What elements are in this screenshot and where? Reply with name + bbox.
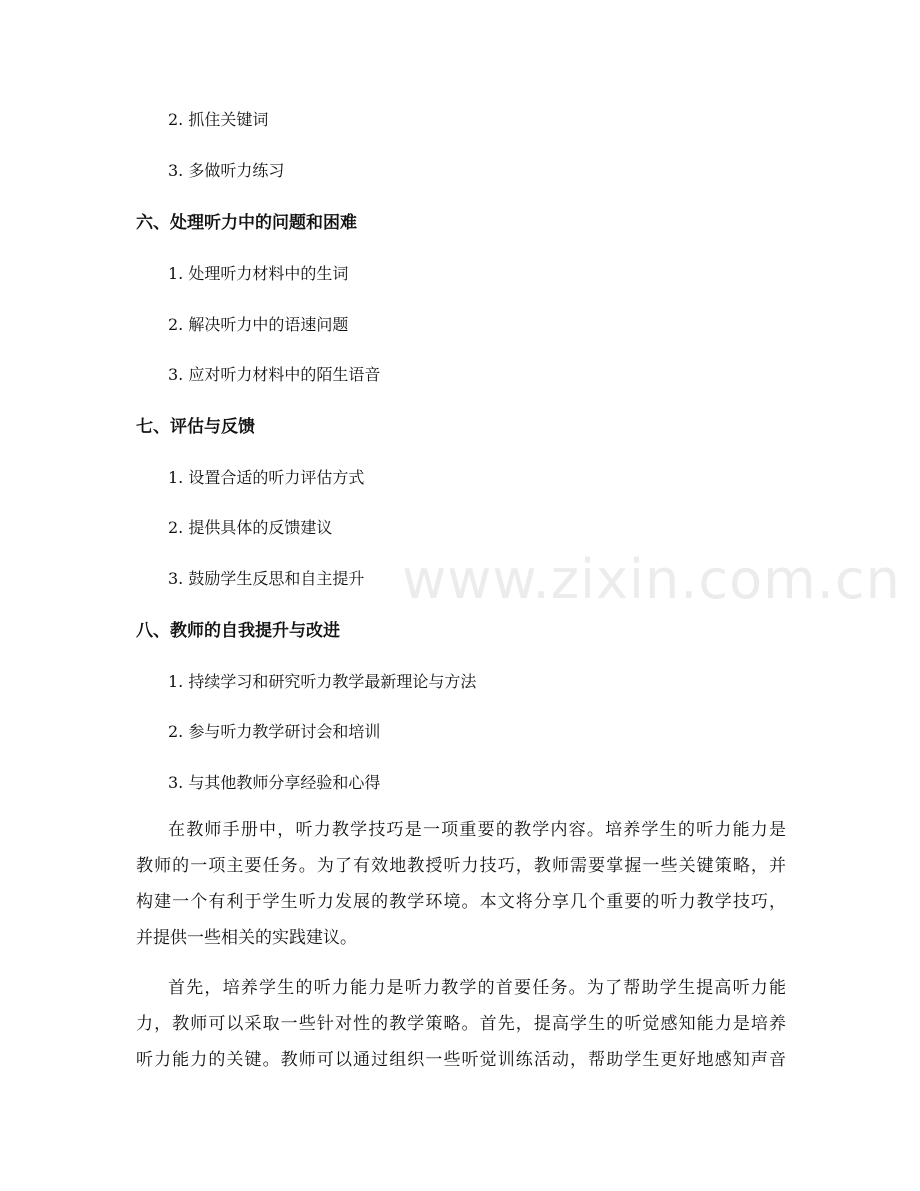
list-item: 3. 鼓励学生反思和自主提升 xyxy=(168,569,365,588)
paragraph-line: 力，教师可以采取一些针对性的教学策略。首先，提高学生的听觉感知能力是培养 xyxy=(136,1014,786,1034)
list-item: 2. 抓住关键词 xyxy=(168,110,269,129)
paragraph-line: 构建一个有利于学生听力发展的教学环境。本文将分享几个重要的听力教学技巧， xyxy=(136,892,786,912)
section-heading: 六、处理听力中的问题和困难 xyxy=(136,213,357,233)
paragraph-line: 在教师手册中，听力教学技巧是一项重要的教学内容。培养学生的听力能力是 xyxy=(168,820,786,840)
list-item: 3. 多做听力练习 xyxy=(168,161,285,180)
section-heading: 七、评估与反馈 xyxy=(136,417,255,437)
list-item: 1. 持续学习和研究听力教学最新理论与方法 xyxy=(168,672,477,691)
section-heading: 八、教师的自我提升与改进 xyxy=(136,621,340,641)
watermark: www.zixin.com.cn xyxy=(402,548,901,611)
list-item: 3. 与其他教师分享经验和心得 xyxy=(168,773,381,792)
paragraph-line: 教师的一项主要任务。为了有效地教授听力技巧，教师需要掌握一些关键策略，并 xyxy=(136,856,786,876)
paragraph-line: 首先，培养学生的听力能力是听力教学的首要任务。为了帮助学生提高听力能 xyxy=(168,978,786,998)
list-item: 1. 处理听力材料中的生词 xyxy=(168,264,349,283)
paragraph-line: 并提供一些相关的实践建议。 xyxy=(136,928,357,948)
list-item: 2. 提供具体的反馈建议 xyxy=(168,518,333,537)
list-item: 1. 设置合适的听力评估方式 xyxy=(168,468,365,487)
paragraph-line: 听力能力的关键。教师可以通过组织一些听觉训练活动，帮助学生更好地感知声音 xyxy=(136,1050,786,1070)
list-item: 3. 应对听力材料中的陌生语音 xyxy=(168,365,381,384)
list-item: 2. 参与听力教学研讨会和培训 xyxy=(168,722,381,741)
list-item: 2. 解决听力中的语速问题 xyxy=(168,315,349,334)
